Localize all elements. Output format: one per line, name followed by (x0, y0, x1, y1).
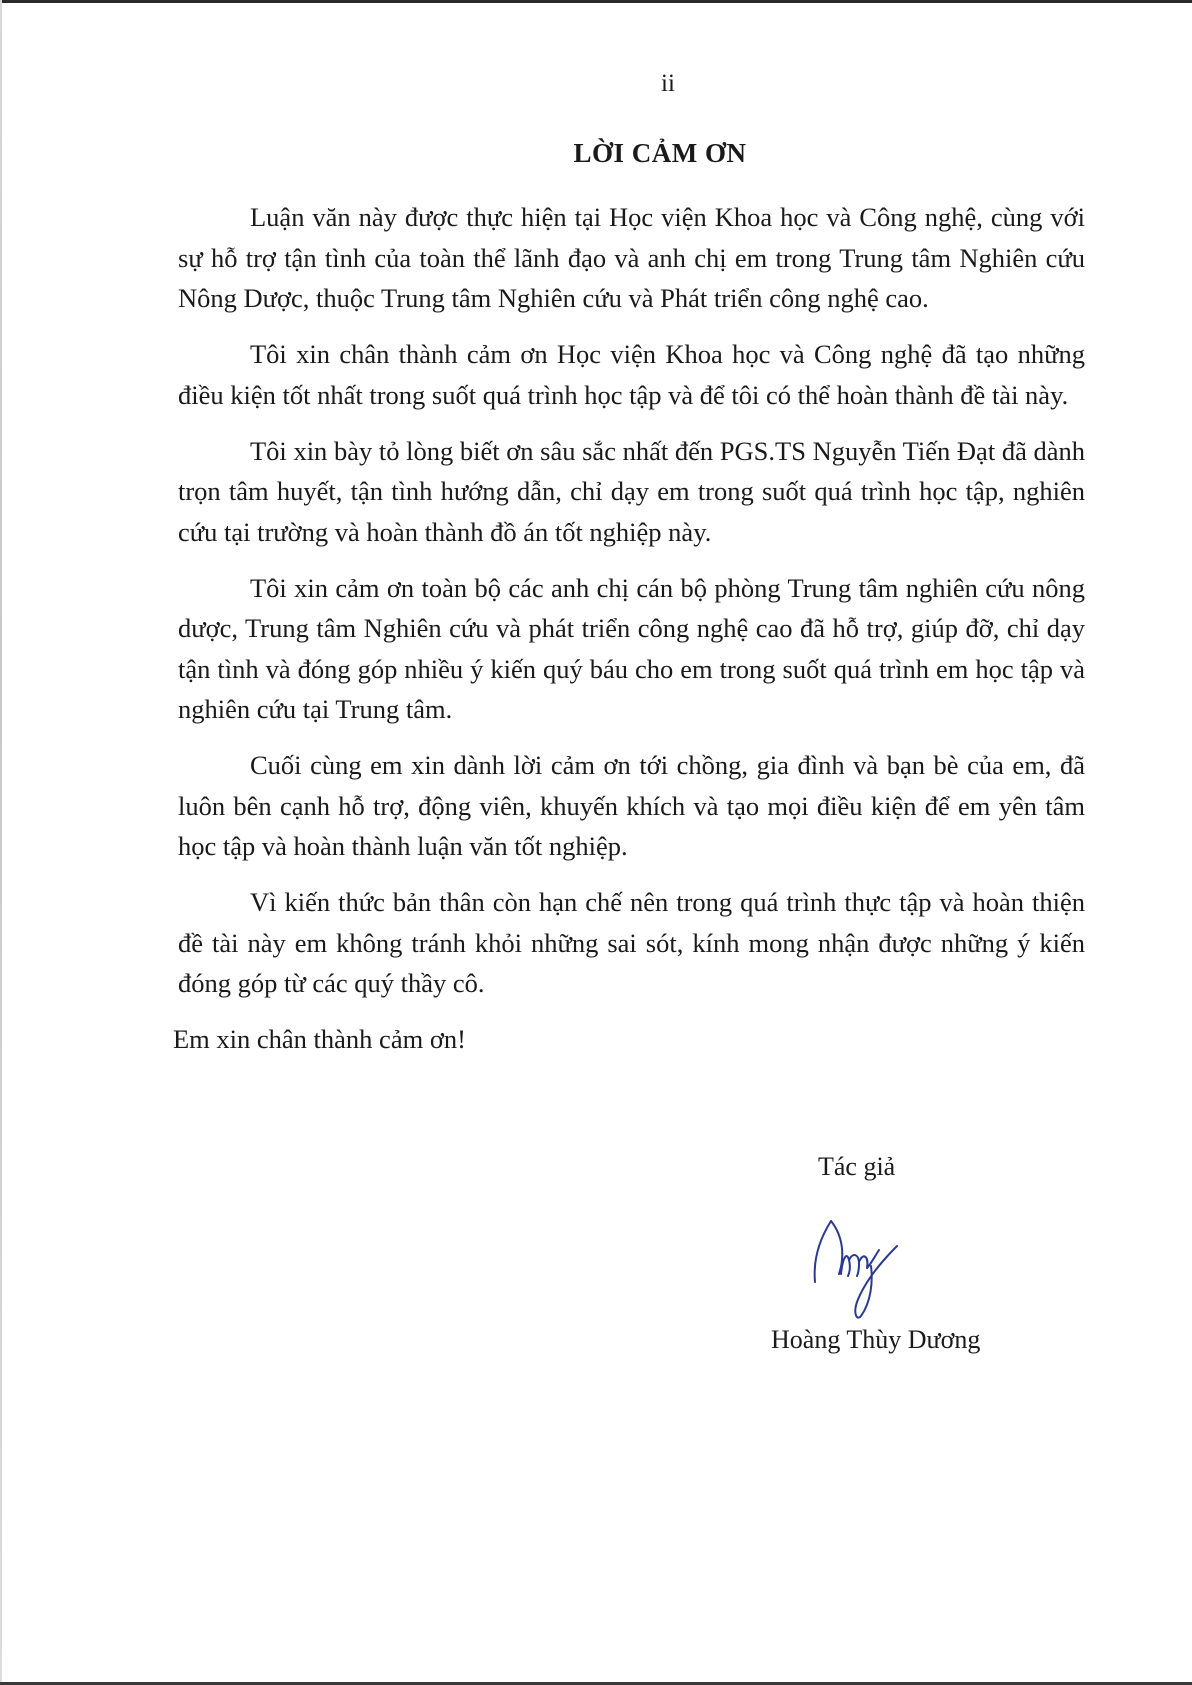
page-number: ii (661, 70, 675, 97)
signature-icon (805, 1216, 915, 1326)
scan-top-edge (0, 0, 1192, 3)
closing-line: Em xin chân thành cảm ơn! (173, 1024, 466, 1054)
paragraph: Tôi xin cảm ơn toàn bộ các anh chị cán bộ phòng Trung tâm nghiên cứu nông dược, Trung tâm Nghiên cứu và phát triển công nghệ cao đã hỗ trợ, giúp đỡ, chỉ dạy tận tình và đóng góp nhiều ý kiến quý báu cho em trong suốt quá trình em học tập và nghiên cứu tại Trung tâm. (178, 572, 1085, 724)
paragraph: Cuối cùng em xin dành lời cảm ơn tới chồng, gia đình và bạn bè của em, đã luôn bên cạnh hỗ trợ, động viên, khuyến khích và tạo mọi điều kiện để em yên tâm học tập và hoàn thành luận văn tốt nghiệp. (178, 750, 1085, 861)
acknowledgement-body (173, 197, 1085, 1075)
paragraph: Luận văn này được thực hiện tại Học viện Khoa học và Công nghệ, cùng với sự hỗ trợ tận tình của toàn thể lãnh đạo và anh chị em trong Trung tâm Nghiên cứu Nông Dược, thuộc Trung tâm Nghiên cứu và Phát triển công nghệ cao. (178, 202, 1085, 313)
author-name: Hoàng Thùy Dương (771, 1325, 981, 1354)
page-title: LỜI CẢM ƠN (573, 138, 747, 168)
paragraph: Tôi xin bày tỏ lòng biết ơn sâu sắc nhất đến PGS.TS Nguyễn Tiến Đạt đã dành trọn tâm huyết, tận tình hướng dẫn, chỉ dạy em trong suốt quá trình học tập, nghiên cứu tại trường và hoàn thành đồ án tốt nghiệp này. (178, 435, 1085, 547)
paragraph: Vì kiến thức bản thân còn hạn chế nên trong quá trình thực tập và hoàn thiện đề tài này em không tránh khỏi những sai sót, kính mong nhận được những ý kiến đóng góp từ các quý thầy cô. (178, 887, 1085, 998)
author-label: Tác giả (818, 1152, 896, 1181)
paragraph: Tôi xin chân thành cảm ơn Học viện Khoa học và Công nghệ đã tạo những điều kiện tốt nhất trong suốt quá trình học tập và để tôi có thể hoàn thành đề tài này. (178, 339, 1085, 410)
scan-left-edge (0, 0, 2, 1685)
